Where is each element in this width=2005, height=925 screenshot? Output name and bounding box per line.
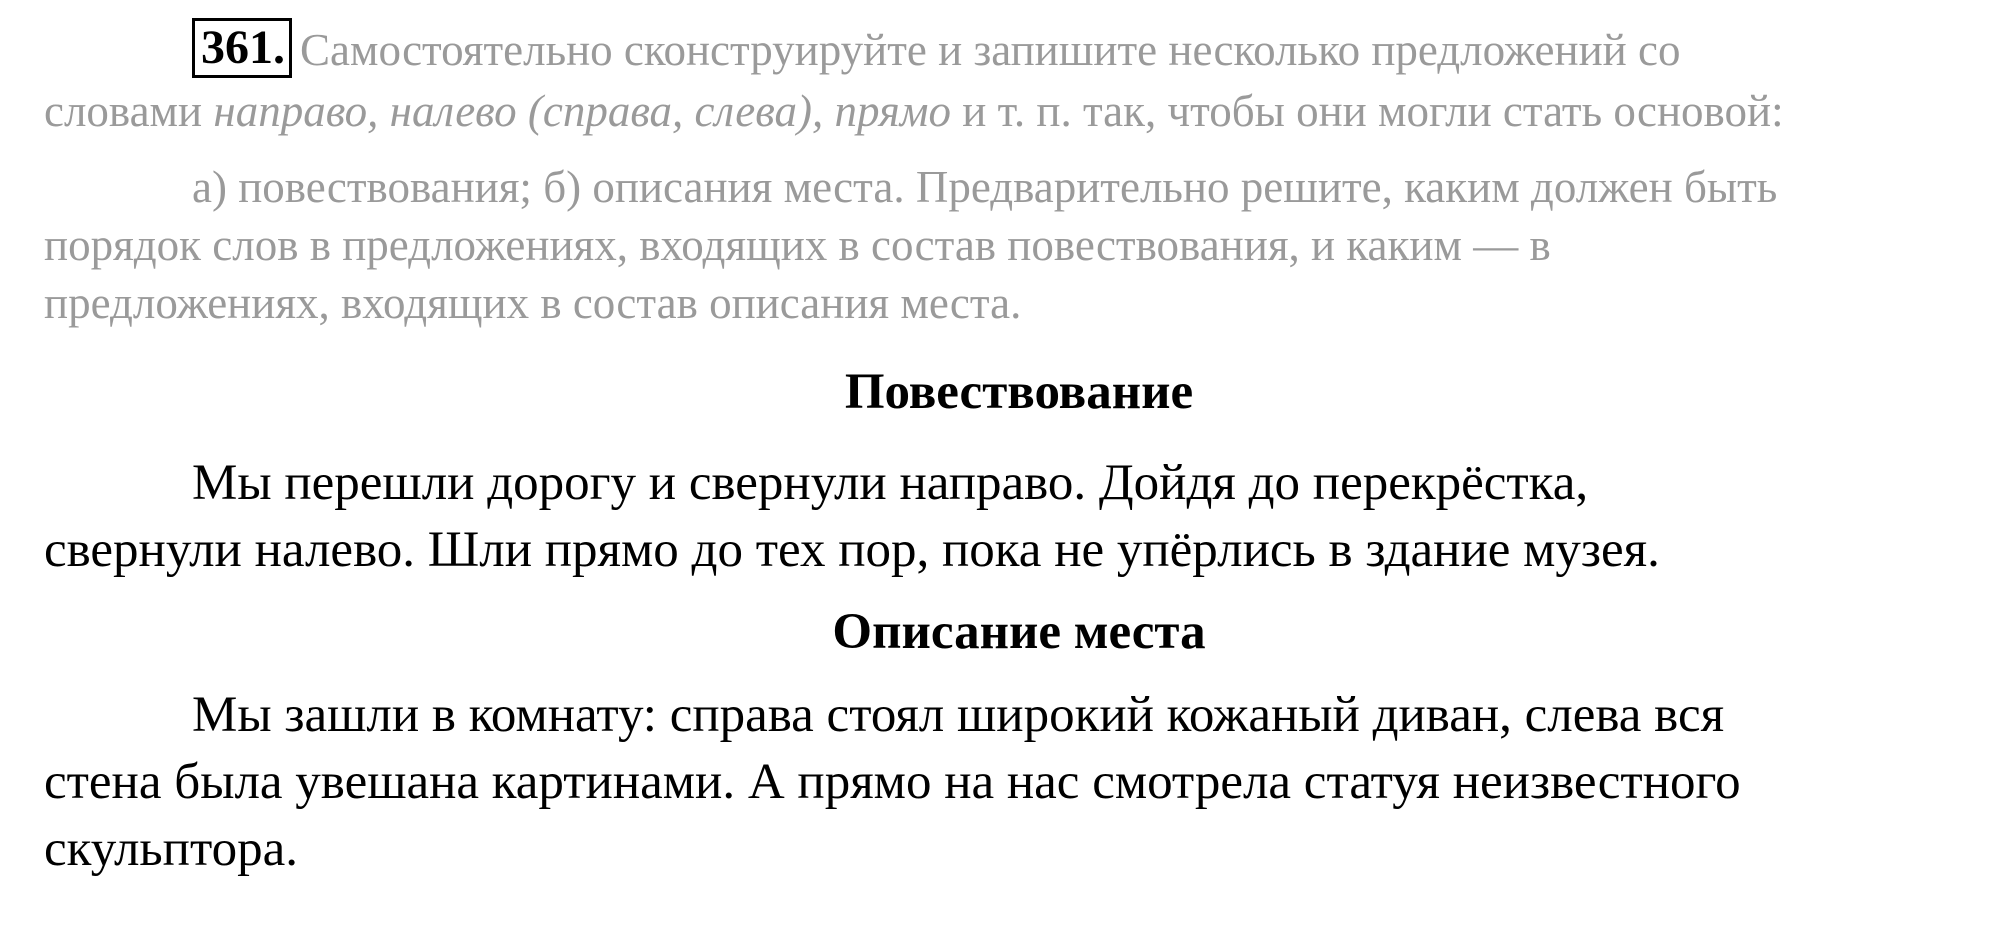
description-paragraph [44, 682, 1994, 883]
exercise-task-keywords: направо, налево (справа, слева), прямо [213, 86, 951, 136]
description-line-2: стена была увешана картинами. А прямо на нас смотрела статуя неизвестного [44, 754, 1741, 810]
exercise-task-line-2 [44, 81, 1994, 142]
narration-paragraph [44, 450, 1994, 584]
exercise-task-line-5: предложениях, входящих в состав описания места. [44, 278, 1022, 328]
exercise-task-text-2-end: и т. п. так, чтобы они могли стать основой: [951, 86, 1784, 136]
narration-line-1: Мы перешли дорогу и свернули направо. Дойдя до перекрёстка, [192, 455, 1589, 511]
exercise-task-line-3: а) повествования; б) описания места. Предварительно решите, каким должен быть [192, 162, 1778, 212]
exercise-task-line-1 [44, 18, 1994, 81]
description-heading: Описание места [832, 604, 1206, 660]
narration-line-2: свернули налево. Шли прямо до тех пор, пока не упёрлись в здание музея. [44, 522, 1660, 578]
exercise-task [44, 18, 1994, 142]
description-line-3: скульптора. [44, 821, 298, 877]
exercise-task-text-2-start: словами [44, 86, 214, 136]
exercise-number: 361. [192, 18, 292, 78]
narration-heading: Повествование [844, 364, 1194, 420]
textbook-page [44, 18, 1994, 883]
exercise-task-line-4: порядок слов в предложениях, входящих в состав повествования, и каким — в [44, 220, 1551, 270]
description-line-1: Мы зашли в комнату: справа стоял широкий кожаный диван, слева вся [192, 687, 1725, 743]
exercise-task-text-1: Самостоятельно сконструируйте и запишите несколько предложений со [300, 25, 1681, 75]
exercise-task-continued [44, 158, 1994, 332]
